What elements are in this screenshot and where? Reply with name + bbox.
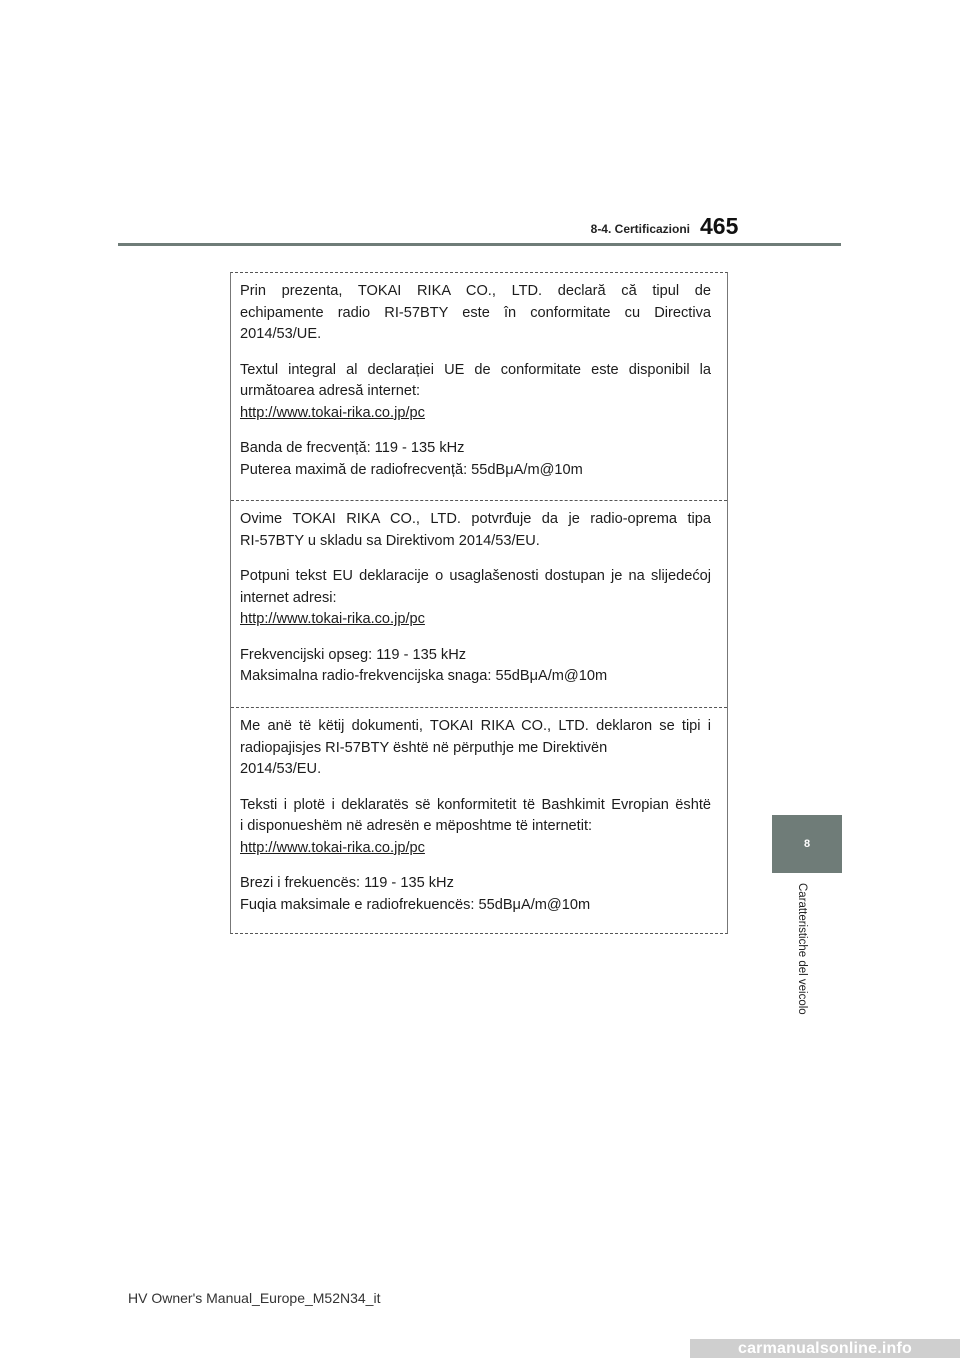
- text-line: Brezi i frekuencës: 119 - 135 kHz: [240, 875, 454, 891]
- text-line: Fuqia maksimale e radiofrekuencës: 55dBμA/m@10m: [240, 896, 591, 913]
- text-line: Frekvencijski opseg: 119 - 135 kHz: [240, 646, 467, 663]
- manual-footer: HV Owner's Manual_Europe_M52N34_it: [128, 1290, 381, 1306]
- text-line: 2014/53/UE.: [240, 326, 322, 342]
- text-line: Puterea maximă de radiofrecvență: 55dBμA/m@10m: [240, 461, 583, 478]
- declaration-block-romanian: [231, 273, 727, 500]
- declaration-link[interactable]: http://www.tokai-rika.co.jp/pc: [240, 611, 425, 627]
- chapter-title: Caratteristiche del veicolo: [796, 883, 808, 1015]
- text-line: Teksti i plotë i deklaratës së konformitetit të Bashkimit Evropian është: [240, 796, 711, 813]
- declaration-block-albanian: [231, 707, 727, 933]
- text-line: Potpuni tekst EU deklaracije o usaglašenosti dostupan je na slijedećoj: [240, 568, 711, 584]
- text-line: Prin prezenta, TOKAI RIKA CO., LTD. declară că tipul de: [240, 283, 711, 299]
- text-line: Ovime TOKAI RIKA CO., LTD. potvrđuje da je radio-oprema tipa: [240, 511, 711, 527]
- page-number: 465: [700, 213, 739, 239]
- section-title: 8-4. Certificazioni: [590, 222, 690, 236]
- declaration-link[interactable]: http://www.tokai-rika.co.jp/pc: [240, 839, 425, 856]
- frequency-info: [240, 645, 711, 688]
- frequency-info: [240, 438, 711, 481]
- declaration-link[interactable]: http://www.tokai-rika.co.jp/pc: [240, 404, 425, 421]
- declaration-block-croatian: [231, 500, 727, 707]
- text-line: Maksimalna radio-frekvencijska snaga: 55dBμA/m@10m: [240, 668, 608, 684]
- declaration-availability: [240, 795, 711, 860]
- frequency-info: [240, 873, 711, 916]
- text-line: Me anë të këtij dokumenti, TOKAI RIKA CO., LTD. deklaron se tipi i: [240, 718, 711, 734]
- text-line: echipamente radio RI-57BTY este în conformitate cu Directiva: [240, 304, 711, 321]
- text-line: următoarea adresă internet:: [240, 383, 421, 399]
- declaration-statement: [240, 716, 711, 781]
- declaration-statement: [240, 281, 711, 346]
- chapter-tab: 8: [772, 815, 842, 873]
- text-line: internet adresi:: [240, 589, 337, 606]
- header-divider: [118, 243, 841, 246]
- text-line: i disponueshëm në adresën e mëposhtme të internetit:: [240, 818, 593, 834]
- text-line: Banda de frecvență: 119 - 135 kHz: [240, 440, 465, 456]
- declaration-statement: [240, 509, 711, 552]
- declaration-availability: [240, 360, 711, 425]
- text-line: 2014/53/EU.: [240, 761, 322, 777]
- text-line: Textul integral al declarației UE de conformitate este disponibil la: [240, 361, 711, 378]
- text-line: radiopajisjes RI-57BTY është në përputhje me Direktivën: [240, 739, 608, 756]
- site-watermark: carmanualsonline.info: [690, 1339, 960, 1358]
- declaration-availability: [240, 566, 711, 631]
- certification-box: [230, 272, 728, 934]
- text-line: RI-57BTY u skladu sa Direktivom 2014/53/EU.: [240, 532, 540, 549]
